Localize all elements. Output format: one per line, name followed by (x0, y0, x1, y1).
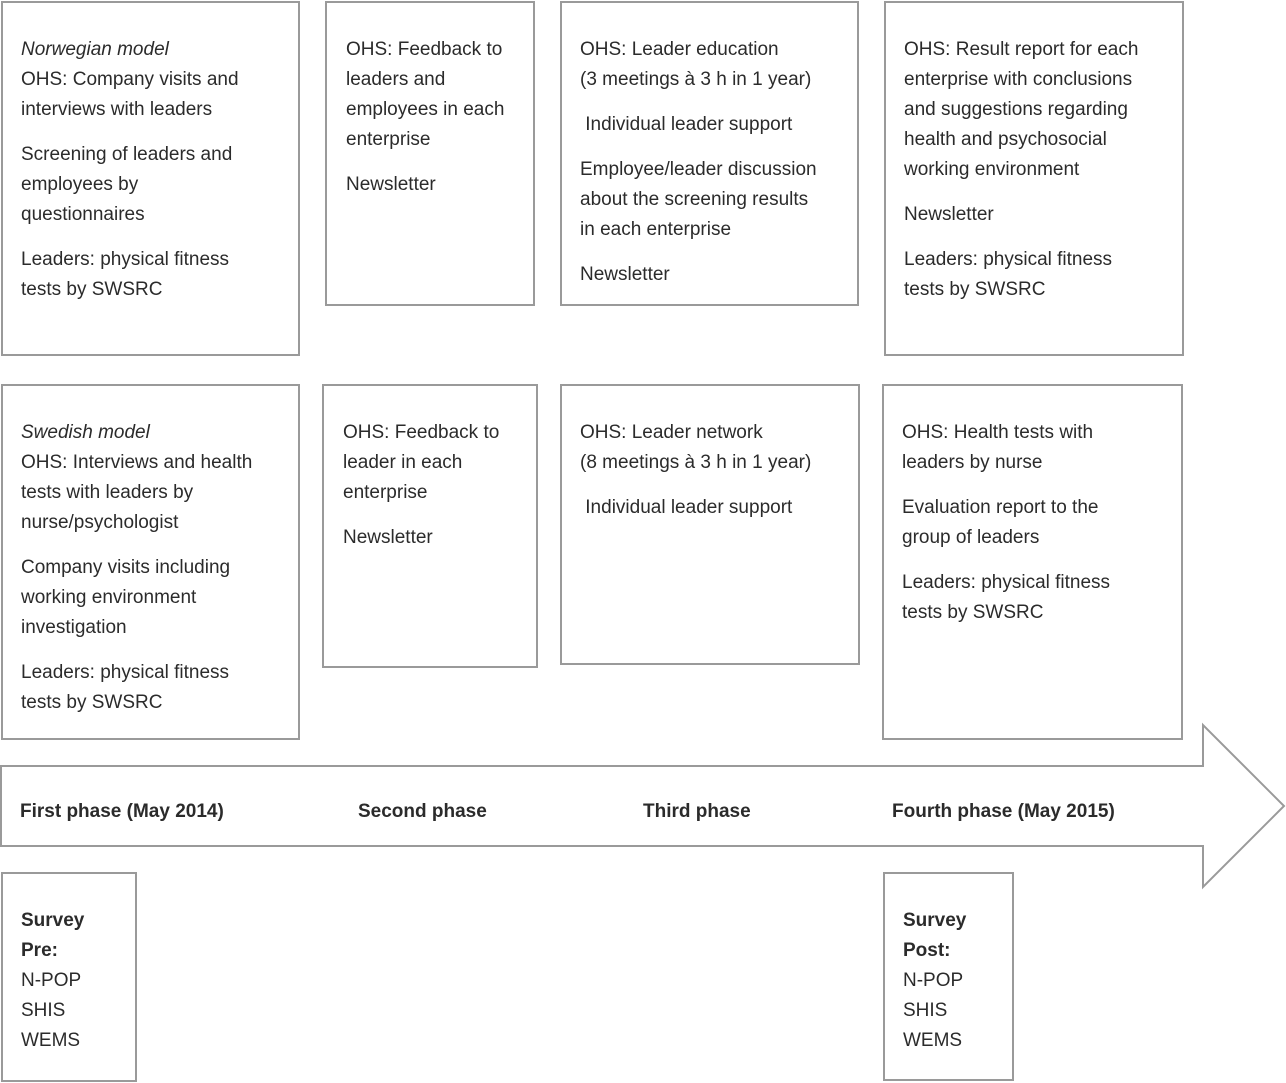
text-line: enterprise with conclusions (904, 69, 1133, 90)
text-line: tests by SWSRC (904, 279, 1046, 300)
phase-label-1: First phase (May 2014) (20, 801, 224, 822)
text-line: Leaders: physical fitness (904, 249, 1113, 270)
text-line: (8 meetings à 3 h in 1 year) (580, 452, 812, 473)
text-line: OHS: Health tests with (902, 422, 1094, 443)
swedish-model-label: Swedish model (21, 422, 150, 443)
newsletter-text: Newsletter (346, 174, 436, 195)
phase-label-2: Second phase (358, 801, 487, 822)
survey-item: WEMS (903, 1030, 963, 1051)
text-line: Individual leader support (580, 497, 793, 518)
survey-item: SHIS (903, 1000, 948, 1021)
text-line: leader in each (343, 452, 463, 473)
text-line: leaders and (346, 69, 446, 90)
text-line: about the screening results (580, 189, 809, 210)
text-line: OHS: Interviews and health (21, 452, 253, 473)
text-line: working environment (21, 587, 197, 608)
text-line: tests by SWSRC (902, 602, 1044, 623)
text-line: Employee/leader discussion (580, 159, 817, 180)
text-line: OHS: Feedback to (343, 422, 500, 443)
text-line: interviews with leaders (21, 99, 213, 120)
survey-item: SHIS (21, 1000, 66, 1021)
survey-pre-title: Survey (21, 910, 85, 931)
text-line: Company visits including (21, 557, 231, 578)
text-line: OHS: Result report for each (904, 39, 1139, 60)
text-line: enterprise (346, 129, 431, 150)
norwegian-model-label: Norwegian model (21, 39, 169, 60)
text-line: in each enterprise (580, 219, 732, 240)
survey-post-title: Survey (903, 910, 967, 931)
phase-label-3: Third phase (643, 801, 751, 822)
text-line: tests by SWSRC (21, 279, 163, 300)
text-line: OHS: Company visits and (21, 69, 239, 90)
text-line: tests with leaders by (21, 482, 194, 503)
text-line: OHS: Leader network (580, 422, 763, 443)
text-line: employees by (21, 174, 139, 195)
survey-item: N-POP (903, 970, 964, 991)
survey-pre-subtitle: Pre: (21, 940, 58, 961)
text-line: leaders by nurse (902, 452, 1043, 473)
newsletter-text: Newsletter (343, 527, 433, 548)
survey-post-box (883, 872, 1014, 1081)
text-line: OHS: Leader education (580, 39, 779, 60)
text-line: (3 meetings à 3 h in 1 year) (580, 69, 812, 90)
survey-pre-box (1, 872, 137, 1082)
text-line: Leaders: physical fitness (21, 662, 230, 683)
text-line: Leaders: physical fitness (21, 249, 230, 270)
survey-post-subtitle: Post: (903, 940, 951, 961)
text-line: working environment (904, 159, 1080, 180)
text-line: Evaluation report to the (902, 497, 1099, 518)
text-line: Screening of leaders and (21, 144, 233, 165)
text-line: Leaders: physical fitness (902, 572, 1111, 593)
text-line: tests by SWSRC (21, 692, 163, 713)
text-line: nurse/psychologist (21, 512, 179, 533)
text-line: investigation (21, 617, 127, 638)
text-line: questionnaires (21, 204, 145, 225)
survey-item: WEMS (21, 1030, 81, 1051)
text-line: and suggestions regarding (904, 99, 1128, 120)
text-line: OHS: Feedback to (346, 39, 503, 60)
text-line: group of leaders (902, 527, 1040, 548)
text-line: enterprise (343, 482, 428, 503)
survey-item: N-POP (21, 970, 82, 991)
newsletter-text: Newsletter (580, 264, 670, 285)
newsletter-text: Newsletter (904, 204, 994, 225)
text-line: employees in each (346, 99, 505, 120)
text-line: health and psychosocial (904, 129, 1107, 150)
phase-label-4: Fourth phase (May 2015) (892, 801, 1115, 822)
text-line: Individual leader support (580, 114, 793, 135)
